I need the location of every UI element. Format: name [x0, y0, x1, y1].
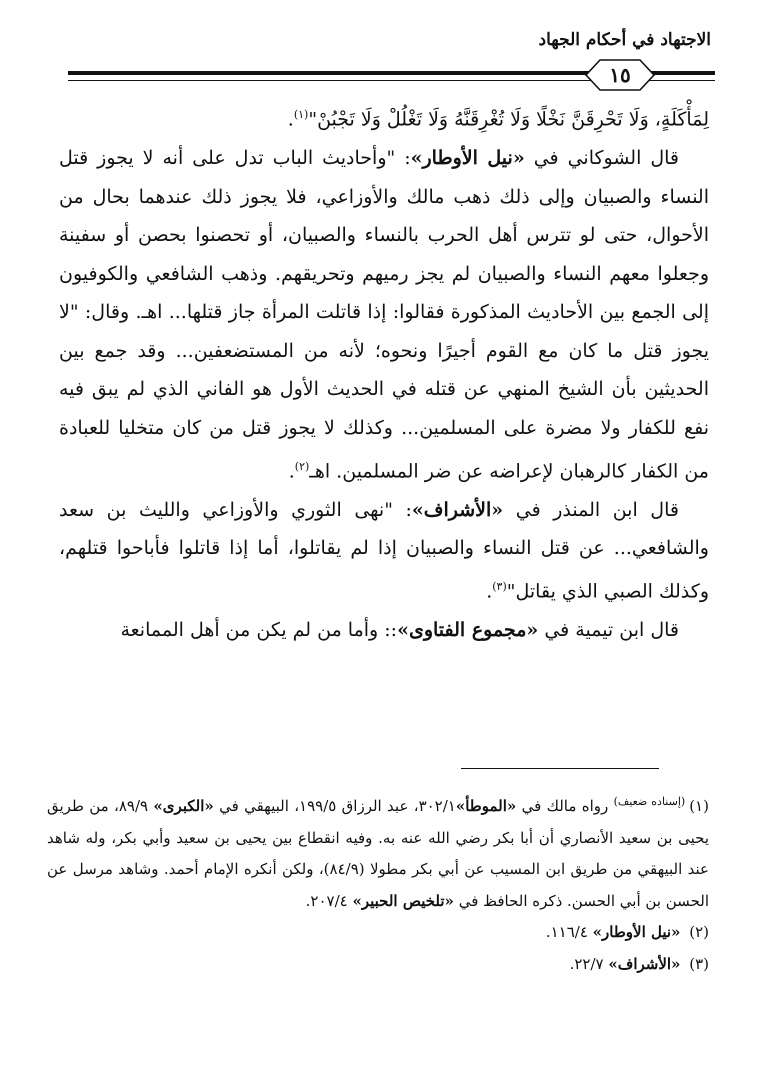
- source-title: «الكبرى»: [153, 797, 214, 815]
- hadith-quote-text: لِمَأْكَلَةٍ، وَلَا تَحْرِقَنَّ نَخْلًا وَلَا تُغْرِقَنَّهُ وَلَا تَغْلُلْ وَلَا تَجْبُنْ": [308, 108, 709, 131]
- footnote-number: (١): [689, 797, 709, 815]
- paragraph-ibn-almundhir: قال ابن المنذر في «الأشراف»: "نهى الثوري والأوزاعي والليث بن سعد والشافعي... عن قتل النساء والصبيان إذا لم يقاتلوا، أما إذا قاتلوا فأباحوا قتلهم، وكذلك الصبي الذي يقاتل"$^{(٣)}$.: [59, 498, 709, 603]
- running-header-title: الاجتهاد في أحكام الجهاد: [538, 30, 711, 50]
- paragraph-lead: قال الشوكاني في: [533, 146, 680, 169]
- footnote-text: ٢٢/٧.: [569, 954, 604, 973]
- footnotes: [47, 786, 709, 980]
- footnote-text: ٨٩/٩، من طريق يحيى بن سعيد الأنصاري أن أبا بكر رضي الله عنه به. وفيه انقطاع بين يحيى بن سعيد وأبي بكر، وله شاهد عند البيهقي من طريق ابن المسيب عن أبي بكر مطولا (٨٤/٩)، ولكن أنكره الإمام أحمد. وشاهد مرسل عن الحسن بن أبي الحسن. ذكره الحافظ في: [47, 797, 709, 910]
- paragraph-shawkani: قال الشوكاني في «نيل الأوطار»: "وأحاديث الباب تدل على أنه لا يجوز قتل النساء والصبيان وإلى ذلك ذهب مالك والأوزاعي، فلا يجوز ذلك عندهما بحال من الأحوال، حتى لو تترس أهل الحرب بالنساء والصبيان، أو تحصنوا بحصن أو سفينة وجعلوا معهم النساء والصبيان لم يجز رميهم وتحريقهم. وذهب الشافعي والكوفيون إلى الجمع بين الأحاديث المذكورة فقالوا: إذا قاتلت المرأة جاز قتلها... اهـ. وقال: "لا يجوز قتل ما كان مع القوم أجيرًا ونحوه؛ لأنه من المستضعفين... وقد جمع بين الحديثين بأن الشيخ المنهي عن قتله في الحديث الأول هو الفاني الذي لم يبق فيه نفع للكفار ولا مضرة على المسلمين... وكذلك لا يجوز قتل من كان متخليا للعبادة من الكفار كالرهبان لإعراضه عن ضر المسلمين. اهـ$^{(٢)}$.: [59, 146, 709, 482]
- footnote-text: رواه مالك في: [521, 797, 609, 815]
- source-title: «الموطأ»: [455, 797, 517, 815]
- paragraph-lead: قال ابن تيمية في: [544, 618, 679, 641]
- source-title: «نيل الأوطار»: [410, 146, 525, 169]
- paragraph-text: : "وأحاديث الباب تدل على أنه لا يجوز قتل النساء والصبيان وإلى ذلك ذهب مالك والأوزاعي، فلا يجوز ذلك عندهما بحال من الأحوال، حتى لو تترس أهل الحرب بالنساء والصبيان، أو تحصنوا بحصن أو سفينة وجعلوا معهم النساء والصبيان لم يجز رميهم وتحريقهم. وذهب الشافعي والكوفيون إلى الجمع بين الأحاديث المذكورة فقالوا: إذا قاتلت المرأة جاز قتلها... اهـ. وقال: "لا يجوز قتل ما كان مع القوم أجيرًا ونحوه؛ لأنه من المستضعفين... وقد جمع بين الحديثين بأن الشيخ المنهي عن قتله في الحديث الأول هو الفاني الذي لم يبق فيه نفع للكفار ولا مضرة على المسلمين... وكذلك لا يجوز قتل من كان متخليا للعبادة من الكفار كالرهبان لإعراضه عن ضر المسلمين. اهـ: [59, 146, 709, 482]
- footnote-2: [47, 917, 709, 949]
- footnote-1: [47, 786, 709, 917]
- source-title: «مجموع الفتاوى»: [397, 618, 539, 641]
- source-title: «تلخيص الحبير»: [352, 891, 454, 910]
- footnote-3: [47, 949, 709, 981]
- paragraph-quote-end: لِمَأْكَلَةٍ، وَلَا تَحْرِقَنَّ نَخْلًا وَلَا تُغْرِقَنَّهُ وَلَا تَغْلُلْ وَلَا تَجْبُنْ"$^{(١)}$.: [287, 108, 709, 131]
- footnote-ref-1[interactable]: (١): [293, 108, 309, 121]
- paragraph-lead: قال ابن المنذر في: [515, 498, 679, 521]
- page-number: ١٥: [609, 63, 631, 87]
- grading-note: (إسناده ضعيف): [613, 795, 686, 808]
- footnote-ref-3[interactable]: (٣): [492, 579, 507, 593]
- footnote-text: ٣٠٢/١، عبد الرزاق ١٩٩/٥، البيهقي في: [219, 797, 456, 815]
- paragraph-ibn-taymiyyah: [59, 611, 709, 650]
- paragraph-text: : "نهى الثوري والأوزاعي والليث بن سعد والشافعي... عن قتل النساء والصبيان إذا لم يقاتلوا، أما إذا قاتلوا فأباحوا قتلهم، وكذلك الصبي الذي يقاتل": [59, 498, 709, 603]
- footnote-ref-2[interactable]: (٢): [294, 459, 310, 473]
- main-text: [59, 96, 709, 649]
- source-title: «الأشراف»: [411, 498, 504, 521]
- footnote-separator: [461, 768, 659, 769]
- source-title: «نيل الأوطار»: [592, 923, 681, 941]
- footnote-text: ٢٠٧/٤.: [305, 891, 348, 910]
- footnote-text: ١١٦/٤.: [545, 923, 588, 941]
- footnote-number: (٣): [689, 954, 709, 973]
- paragraph-text: :: وأما من لم يكن من أهل الممانعة: [120, 618, 398, 641]
- source-title: «الأشراف»: [608, 954, 681, 973]
- page-number-badge: [578, 58, 662, 92]
- footnote-number: (٢): [689, 923, 709, 941]
